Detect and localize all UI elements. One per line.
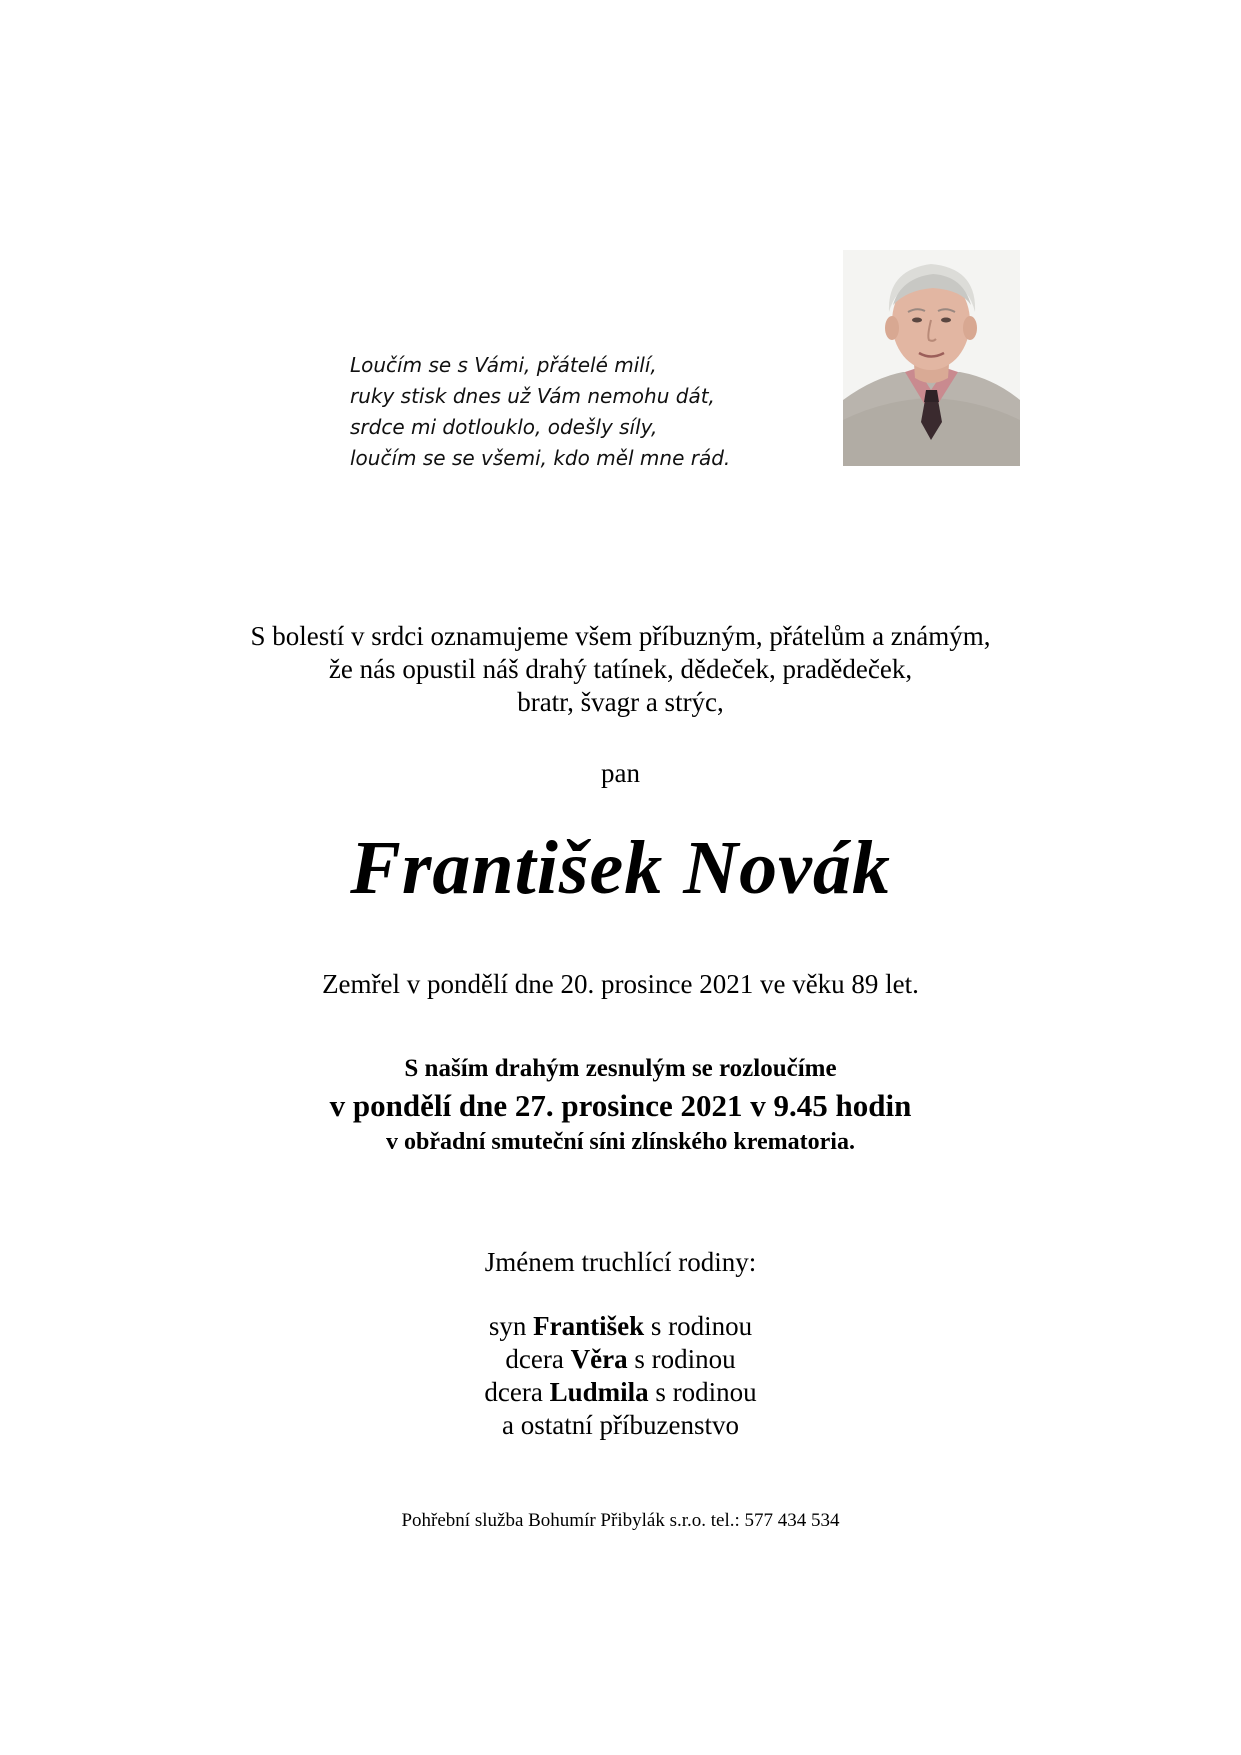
poem-line: loučím se se všemi, kdo měl mne rád. [350, 446, 731, 470]
family-name: Ludmila [549, 1377, 649, 1407]
announcement-line: že nás opustil náš drahý tatínek, dědeček, pradědeček, [328, 654, 913, 684]
family-relation: syn [488, 1311, 527, 1341]
family-name: Věra [570, 1344, 628, 1374]
portrait-illustration [843, 250, 1020, 466]
family-member [0, 1310, 1241, 1343]
family-list [0, 1310, 1241, 1442]
announcement [0, 620, 1241, 719]
announcement-line: S bolestí v srdci oznamujeme všem příbuzným, přátelům a známým, [250, 621, 991, 651]
honorific: pan [601, 758, 640, 788]
farewell-info [0, 1052, 1241, 1158]
funeral-service-footer: Pohřební služba Bohumír Přibylák s.r.o. tel.: 577 434 534 [401, 1510, 840, 1531]
family-relation: dcera [484, 1377, 543, 1407]
family-relation: dcera [505, 1344, 564, 1374]
poem-line: Loučím se s Vámi, přátelé milí, [350, 353, 657, 377]
farewell-location: v obřadní smuteční síni zlínského krematoria. [386, 1129, 855, 1155]
poem [350, 350, 730, 474]
family-suffix: s rodinou [650, 1311, 753, 1341]
announcement-line: bratr, švagr a strýc, [517, 687, 724, 717]
family-intro: Jménem truchlící rodiny: [484, 1247, 757, 1277]
family-name: František [533, 1311, 645, 1341]
family-others: a ostatní příbuzenstvo [502, 1410, 739, 1440]
portrait-photo [843, 250, 1020, 466]
farewell-line: S naším drahým zesnulým se rozloučíme [404, 1055, 837, 1082]
deceased-name: František Novák [350, 826, 891, 910]
family-member [0, 1343, 1241, 1376]
poem-line: ruky stisk dnes už Vám nemohu dát, [350, 384, 715, 408]
death-info: Zemřel v pondělí dne 20. prosince 2021 ve věku 89 let. [322, 969, 919, 999]
family-suffix: s rodinou [655, 1377, 757, 1407]
poem-line: srdce mi dotlouklo, odešly síly, [350, 415, 658, 439]
family-suffix: s rodinou [634, 1344, 736, 1374]
farewell-datetime: v pondělí dne 27. prosince 2021 v 9.45 hodin [329, 1088, 912, 1123]
family-member [0, 1376, 1241, 1409]
